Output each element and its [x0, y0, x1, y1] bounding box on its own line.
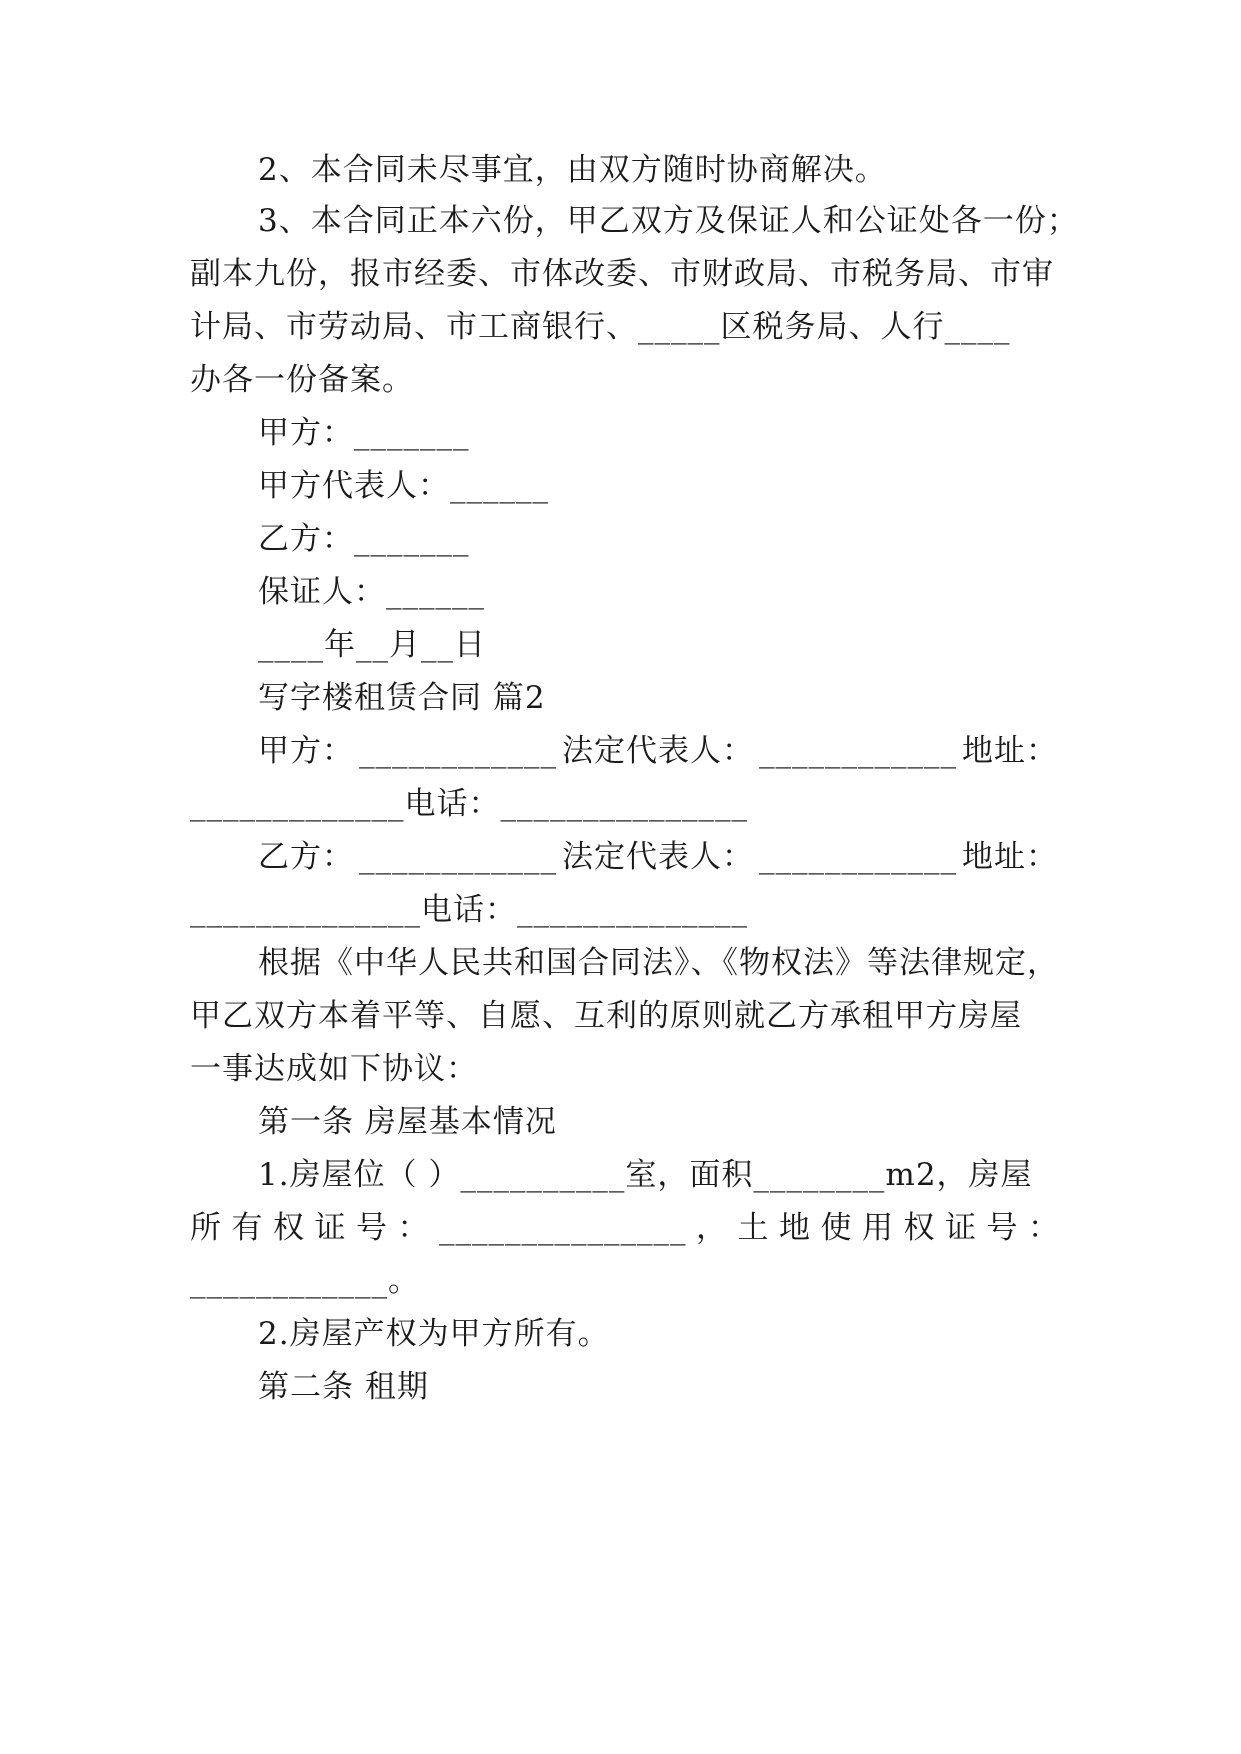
- party-a-legal-rep-label: 法定代表人：: [562, 733, 754, 769]
- text-char: 证: [945, 1210, 977, 1246]
- text-char: 证: [314, 1210, 347, 1246]
- text-char: ：: [397, 1210, 430, 1246]
- text-char: 权: [273, 1210, 305, 1246]
- signature-date: ____年__月__日: [258, 627, 486, 663]
- party-b-legal-rep-blank: ____________: [759, 839, 957, 875]
- party-b-blank: ____________: [359, 839, 557, 875]
- clause-item-3-line-2: 副本九份，报市经委、市体改委、市财政局、市税务局、市审: [190, 256, 1054, 292]
- signature-party-a-representative: 甲方代表人：______: [258, 468, 549, 504]
- article-1-title: 第一条 房屋基本情况: [258, 1104, 557, 1140]
- text-char: 权: [903, 1210, 936, 1246]
- text-char: 用: [862, 1210, 894, 1246]
- clause-item-3-line-1: 3、本合同正本六份，甲乙双方及保证人和公证处各一份；: [258, 203, 1079, 239]
- article-2-title: 第二条 租期: [258, 1369, 429, 1405]
- party-b-info-line-2: ______________电话：______________: [190, 892, 748, 928]
- clause-item-3-line-3: 计局、市劳动局、市工商银行、_____区税务局、人行____: [190, 309, 1011, 345]
- party-a-label: 甲方：: [258, 733, 354, 769]
- text-char: ，: [696, 1210, 728, 1246]
- text-char: 所: [190, 1210, 222, 1246]
- party-b-legal-rep-label: 法定代表人：: [562, 839, 754, 875]
- party-b-label: 乙方：: [258, 839, 354, 875]
- preamble-line-3: 一事达成如下协议：: [190, 1051, 478, 1087]
- preamble-line-1: 根据《中华人民共和国合同法》、《物权法》等法律规定，: [258, 945, 1059, 981]
- ownership-cert-blank: _______________: [439, 1210, 687, 1246]
- article-1-item-1-line-1: 1.房屋位（ ）__________室，面积________m2，房屋: [258, 1157, 1033, 1193]
- article-1-item-2: 2.房屋产权为甲方所有。: [258, 1316, 610, 1352]
- signature-party-b: 乙方：_______: [258, 521, 470, 557]
- text-char: 地: [779, 1210, 811, 1246]
- article-1-item-1-line-3: ____________。: [190, 1263, 420, 1299]
- text-char: ：: [1028, 1210, 1060, 1246]
- party-a-address-label: 地址：: [962, 733, 1058, 769]
- party-a-info-line-1: [258, 731, 1058, 771]
- article-1-item-1-line-2: [190, 1208, 1060, 1248]
- clause-item-3-line-4: 办各一份备案。: [190, 362, 414, 398]
- party-a-legal-rep-blank: ____________: [759, 733, 957, 769]
- text-char: 使: [820, 1210, 853, 1246]
- contract-2-heading: 写字楼租赁合同 篇2: [258, 680, 546, 716]
- text-char: 土: [737, 1210, 770, 1246]
- signature-guarantor: 保证人：______: [258, 574, 485, 610]
- preamble-line-2: 甲乙双方本着平等、自愿、互利的原则就乙方承租甲方房屋: [190, 998, 1022, 1034]
- party-b-info-line-1: [258, 837, 1058, 877]
- clause-item-2: 2、本合同未尽事宜，由双方随时协商解决。: [258, 152, 887, 188]
- text-char: 有: [231, 1210, 264, 1246]
- party-b-address-label: 地址：: [962, 839, 1058, 875]
- signature-party-a: 甲方：_______: [258, 415, 470, 451]
- party-a-blank: ____________: [359, 733, 557, 769]
- party-a-info-line-2: _____________电话：_______________: [190, 786, 748, 822]
- text-char: 号: [356, 1210, 388, 1246]
- text-char: 号: [986, 1210, 1019, 1246]
